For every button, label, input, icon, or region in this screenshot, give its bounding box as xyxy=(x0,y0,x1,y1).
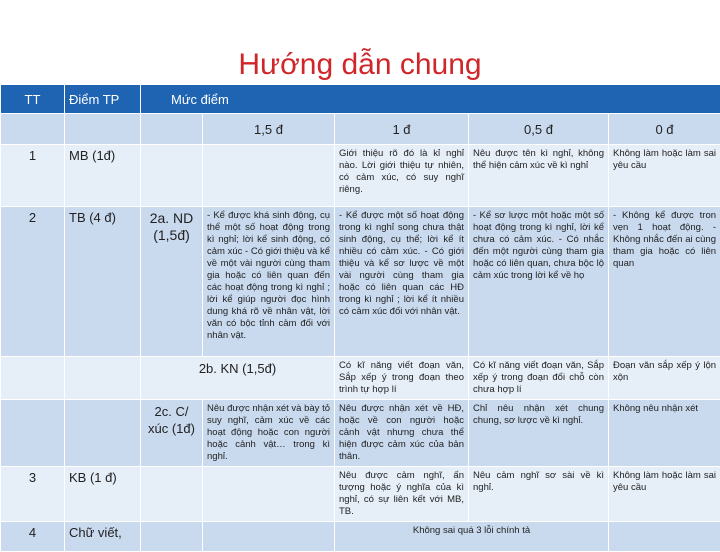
level-1: 1 đ xyxy=(335,114,469,145)
sub-criterion: 2b. KN (1,5đ) xyxy=(141,357,335,400)
table-row xyxy=(1,145,720,207)
row-number: 4 xyxy=(1,522,65,552)
rubric-table xyxy=(0,84,720,552)
cell-text: Không sai quá 3 lỗi chính tả xyxy=(335,522,609,552)
level-05: 0,5 đ xyxy=(469,114,609,145)
header-diem-tp: Điểm TP xyxy=(65,85,141,114)
cell-text: Không làm hoặc làm sai yêu cầu xyxy=(609,467,720,522)
cell-text: Đoạn văn sắp xếp ý lộn xộn xyxy=(609,357,720,400)
level-0: 0 đ xyxy=(609,114,720,145)
header-tt: TT xyxy=(1,85,65,114)
cell-text: Nêu được tên kì nghỉ, không thể hiện cảm xúc về kì nghỉ xyxy=(469,145,609,207)
sub-criterion: 2a. ND (1,5đ) xyxy=(141,207,203,357)
cell-text: Nêu cảm nghĩ sơ sài về kì nghỉ. xyxy=(469,467,609,522)
cell-text: Nêu được nhận xét về HĐ, hoặc về con người hoặc cảnh vật nhưng chưa thể hiện được cảm xúc của bản thân. xyxy=(335,400,469,467)
cell-text: - Kể được khá sinh động, cụ thể một số hoạt động trong kì nghỉ; lời kể sinh động, có cảm xúc - Có giới thiệu và kể về một vài người cùng tham gia hoặc có liên quan đến các hoạt động trong kì nghỉ ; lời kể giúp người đọc hình dung khá rõ về nhân vật, lời văn có bộc tỉnh cảm đối với nhân vật. xyxy=(203,207,335,357)
cell-text: Không nêu nhận xét xyxy=(609,400,720,467)
cell-text: - Không kể được tron vẹn 1 hoạt động. - Không nhắc đến ai cùng tham gia hoặc có liên quan xyxy=(609,207,720,357)
table-row xyxy=(1,522,720,552)
row-name: Chữ viết, xyxy=(65,522,141,552)
cell-text: Nêu được cảm nghĩ, ấn tượng hoặc ý nghĩa của kì nghỉ, có sự liên kết với MB, TB. xyxy=(335,467,469,522)
row-name: KB (1 đ) xyxy=(65,467,141,522)
table-row xyxy=(1,467,720,522)
cell-text: - Kể sơ lược một hoặc một số hoạt động trong kì nghỉ, lời kể chưa có cảm xúc. - Có nhắc đến một người cùng tham gia hoặc có liên quan, chưa bộc lộ cảm xúc trong lời kể về họ xyxy=(469,207,609,357)
cell-text: Nêu được nhận xét và bày tỏ suy nghĩ, cảm xúc về các hoạt động hoặc con người hoặc cảnh vật… trong kì nghỉ. xyxy=(203,400,335,467)
row-number: 2 xyxy=(1,207,65,357)
cell-text: Có kĩ năng viết đoạn văn, Sắp xếp ý trong đoạn đổi chỗ còn chưa hợp lí xyxy=(469,357,609,400)
header-muc-diem: Mức điểm xyxy=(141,85,720,114)
row-name: TB (4 đ) xyxy=(65,207,141,357)
level-15: 1,5 đ xyxy=(203,114,335,145)
row-number: 1 xyxy=(1,145,65,207)
cell-text: Chỉ nêu nhận xét chung chung, sơ lược về kì nghỉ. xyxy=(469,400,609,467)
row-number: 3 xyxy=(1,467,65,522)
cell-text: Không làm hoặc làm sai yêu cầu xyxy=(609,145,720,207)
page-title: Hướng dẫn chung xyxy=(0,48,720,82)
row-name: MB (1đ) xyxy=(65,145,141,207)
header-row xyxy=(1,85,720,114)
cell-text: - Kể được một số hoạt động trong kì nghỉ song chưa thật sinh động, cụ thể; lời kể ít nhiều có cảm xúc. - Có giới thiệu và kể sơ lược về một vài người cùng tham gia hoặc có liên quan các HĐ trong kì nghỉ ; lời kể ít nhiều có cảm xúc đối với nhân vật. xyxy=(335,207,469,357)
table-row xyxy=(1,400,720,467)
cell-text: Có kĩ năng viết đoạn văn, Sắp xếp ý trong đoạn theo trình tự hợp lí xyxy=(335,357,469,400)
sub-criterion: 2c. C/ xúc (1đ) xyxy=(141,400,203,467)
table-row xyxy=(1,357,720,400)
table-row xyxy=(1,207,720,357)
cell-text: Giới thiệu rõ đó là kỉ nghỉ nào. Lời giới thiệu tự nhiên, có cảm xúc, có suy nghĩ riêng. xyxy=(335,145,469,207)
levels-row xyxy=(1,114,720,145)
